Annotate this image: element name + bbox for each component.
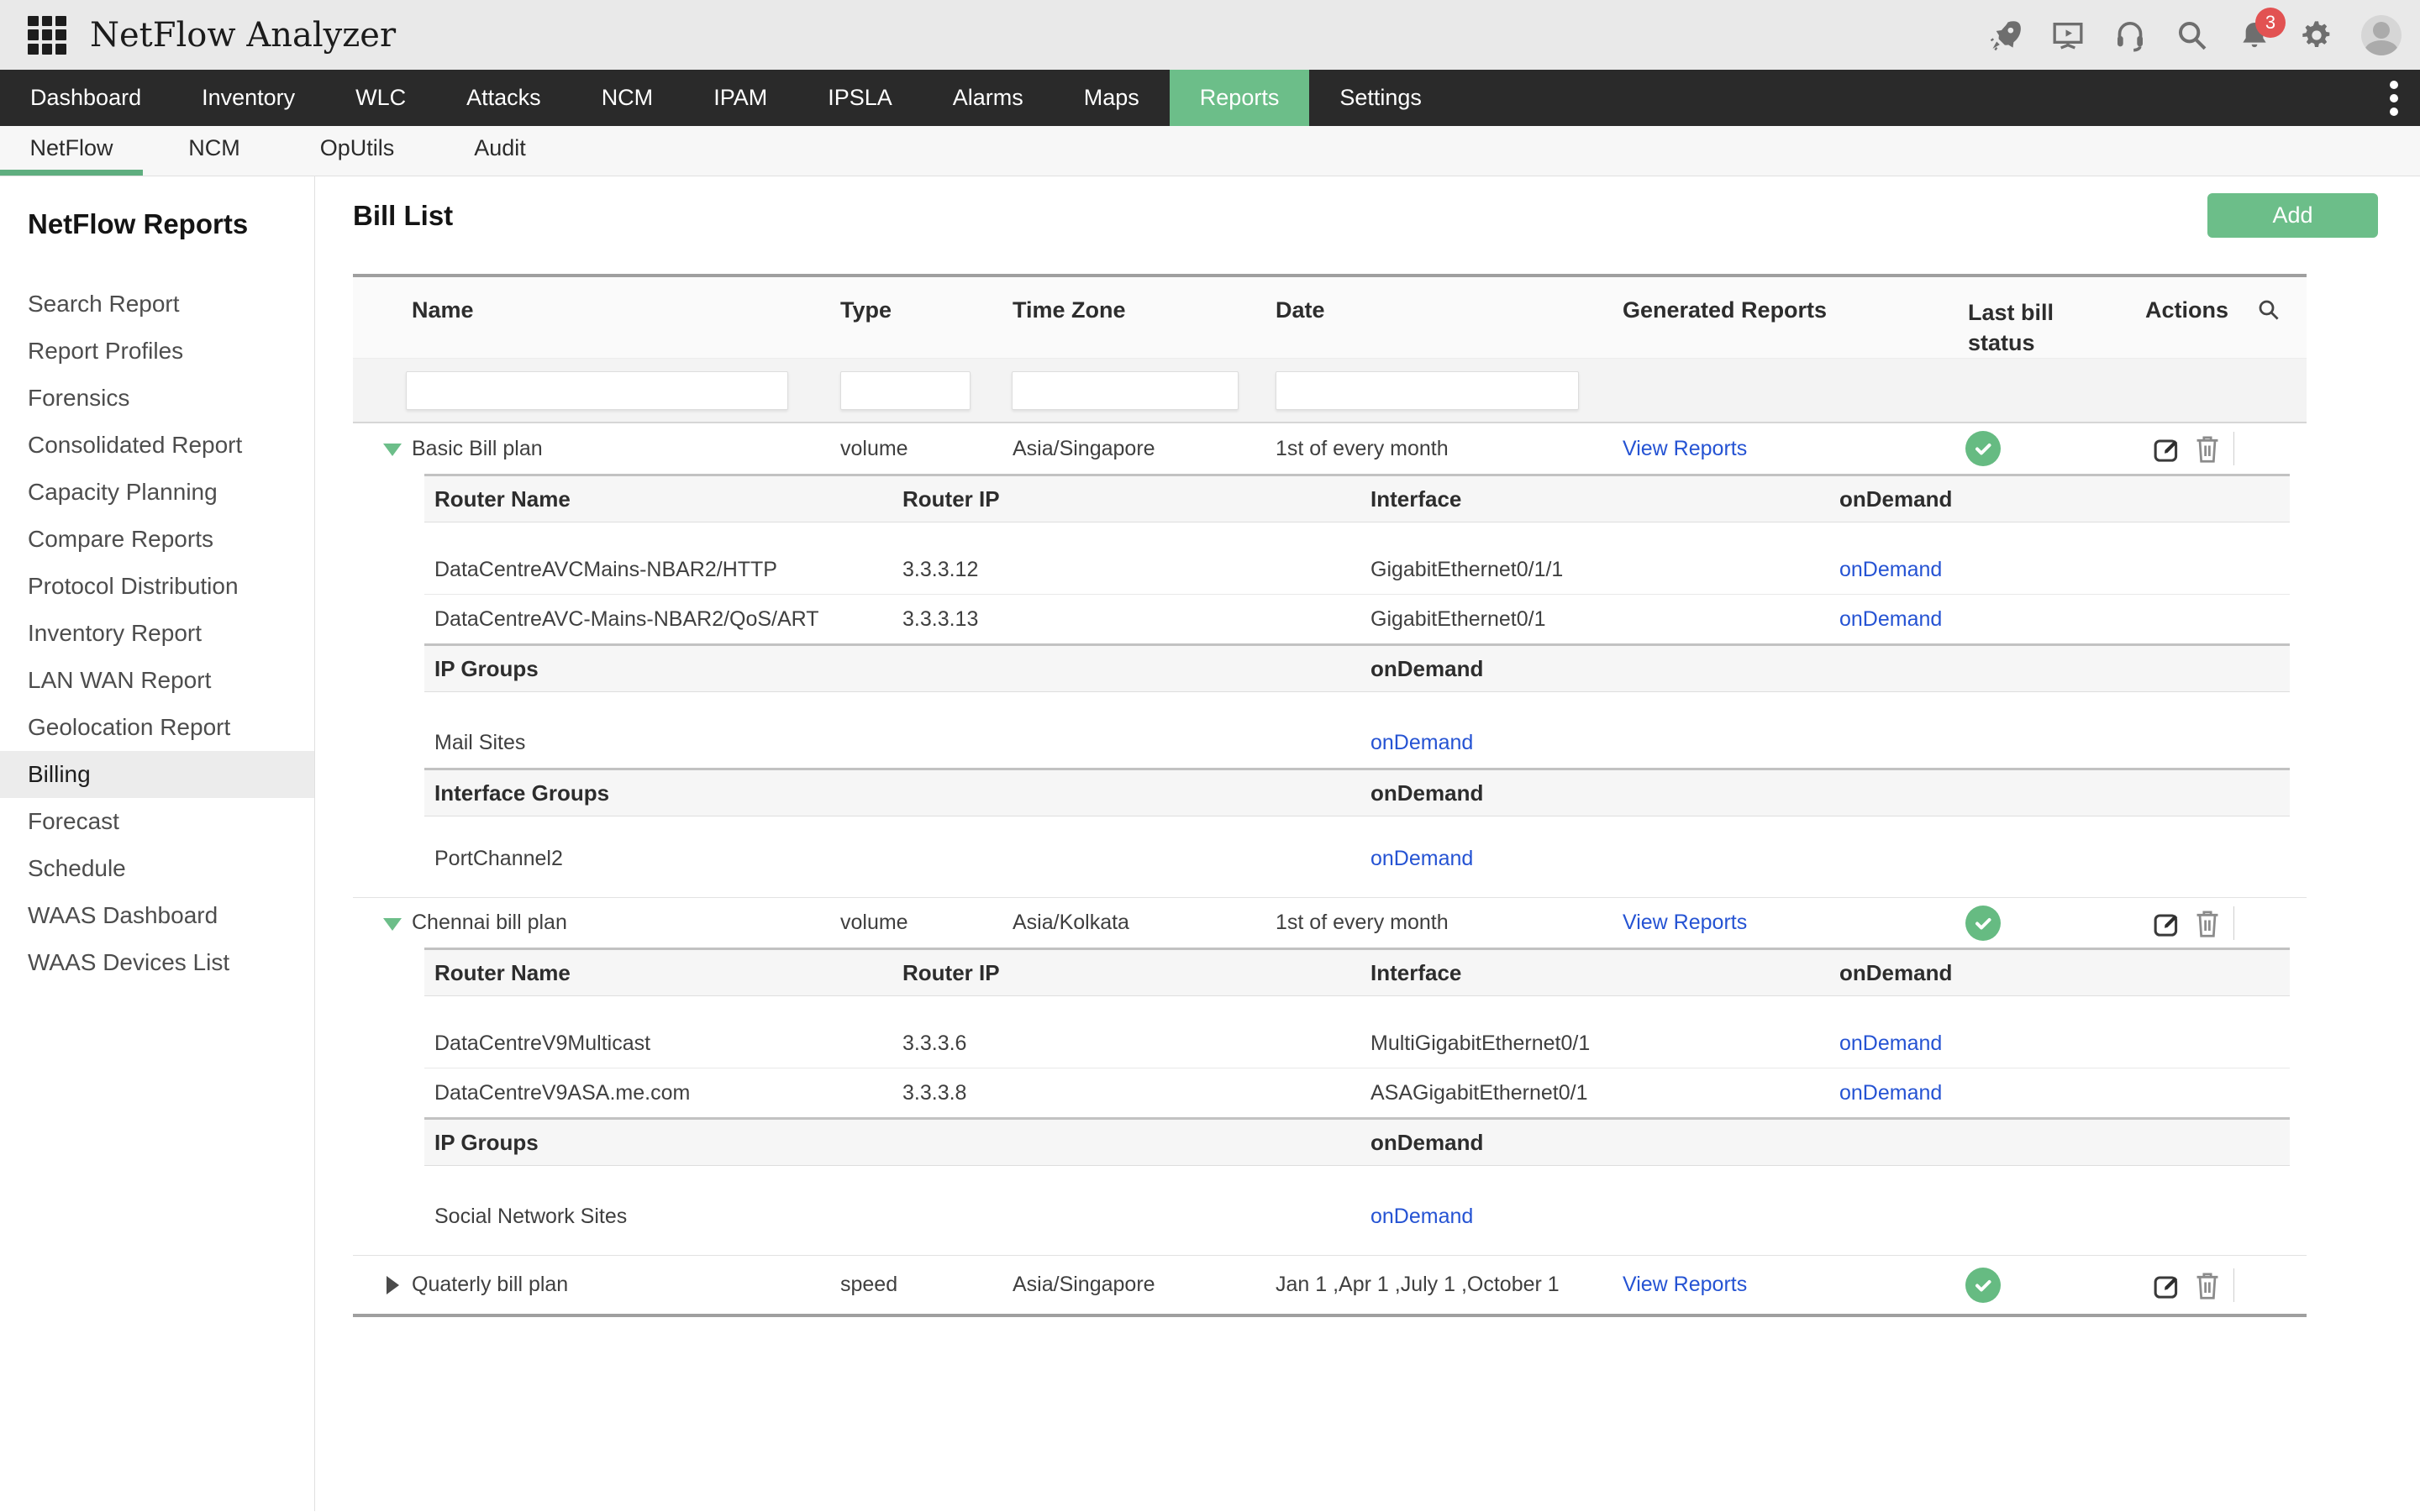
edit-bill-icon[interactable] (2151, 1270, 2181, 1300)
bill-list-table (353, 274, 2307, 1317)
subcol-interface: Interface (1370, 486, 1462, 512)
nav-maps[interactable]: Maps (1083, 85, 1139, 110)
router-row (424, 595, 2290, 643)
sidebar-title: NetFlow Reports (28, 208, 249, 239)
router-ip: 3.3.3.6 (902, 1032, 967, 1055)
app-title: NetFlow Analyzer (90, 15, 397, 55)
ip-groups-header-row (424, 1117, 2290, 1166)
router-ip: 3.3.3.8 (902, 1080, 967, 1105)
bill-row-basic (353, 423, 2307, 474)
subcol-router-name: Router Name (434, 959, 571, 985)
interface-groups-header-row (424, 768, 2290, 816)
table-header-row (353, 277, 2307, 359)
sidebar-item-waas-dashboard[interactable]: WAAS Dashboard (28, 902, 218, 928)
bill-type: volume (840, 436, 908, 460)
nav-ncm[interactable]: NCM (601, 85, 654, 110)
last-bill-success-icon (1965, 431, 2001, 466)
nav-overflow-icon[interactable] (2390, 70, 2420, 126)
settings-gear-icon[interactable] (2299, 18, 2334, 53)
col-generated-reports: Generated Reports (1623, 297, 1828, 323)
interface-group-name: PortChannel2 (434, 846, 563, 870)
router-row (424, 1068, 2290, 1117)
filter-date-input[interactable] (1276, 371, 1579, 410)
view-reports-link[interactable]: View Reports (1623, 1273, 1748, 1296)
ip-group-name: Mail Sites (434, 730, 526, 754)
bill-name: Quaterly bill plan (412, 1273, 569, 1296)
bill-name: Chennai bill plan (412, 911, 567, 934)
nav-ipsla[interactable]: IPSLA (828, 85, 892, 110)
view-reports-link[interactable]: View Reports (1623, 436, 1748, 460)
delete-bill-icon[interactable] (2193, 908, 2222, 938)
sidebar-item-consolidated-report[interactable]: Consolidated Report (28, 432, 243, 458)
sidebar-item-billing[interactable]: Billing (0, 751, 314, 798)
filter-row (353, 359, 2307, 423)
col-date: Date (1276, 297, 1325, 323)
router-name: DataCentreAVCMains-NBAR2/HTTP (434, 558, 777, 581)
router-interface: MultiGigabitEthernet0/1 (1370, 1032, 1591, 1055)
subcol-ondemand: onDemand (1839, 486, 1953, 512)
notification-badge: 3 (2255, 8, 2286, 38)
ondemand-link[interactable]: onDemand (1370, 846, 1474, 870)
sidebar-item-forecast[interactable]: Forecast (28, 808, 119, 834)
bill-date: 1st of every month (1276, 436, 1449, 460)
ip-groups-label: IP Groups (434, 1129, 539, 1155)
edit-bill-icon[interactable] (2151, 908, 2181, 938)
collapse-arrow-icon[interactable] (383, 444, 402, 456)
nav-settings[interactable]: Settings (1339, 85, 1422, 110)
ip-group-row (424, 1191, 2290, 1242)
filter-timezone-input[interactable] (1012, 371, 1239, 410)
interface-groups-label: Interface Groups (434, 780, 610, 806)
bill-timezone: Asia/Singapore (1013, 436, 1155, 460)
ondemand-link[interactable]: onDemand (1370, 1204, 1474, 1228)
collapse-arrow-icon[interactable] (383, 918, 402, 931)
page-title: Bill List (353, 200, 454, 231)
ondemand-link[interactable]: onDemand (1370, 730, 1474, 754)
module-tabs (0, 126, 2420, 176)
sidebar-item-waas-devices-list[interactable]: WAAS Devices List (28, 949, 230, 975)
sidebar-item-protocol-distribution[interactable]: Protocol Distribution (28, 573, 239, 599)
tab-oputils[interactable]: OpUtils (319, 134, 395, 160)
sidebar-item-forensics[interactable]: Forensics (28, 385, 130, 411)
user-avatar[interactable] (2361, 15, 2402, 55)
sidebar-item-report-profiles[interactable]: Report Profiles (28, 338, 184, 364)
sidebar-item-search-report[interactable]: Search Report (28, 291, 180, 317)
tab-ncm[interactable]: NCM (188, 134, 240, 160)
tab-audit[interactable]: Audit (474, 134, 526, 160)
bill-date: 1st of every month (1276, 911, 1449, 934)
tab-netflow[interactable]: NetFlow (0, 126, 143, 176)
ondemand-header: onDemand (1370, 655, 1484, 681)
router-ip: 3.3.3.13 (902, 606, 979, 631)
router-header-row (424, 474, 2290, 522)
nav-ipam[interactable]: IPAM (713, 85, 768, 110)
ip-groups-label: IP Groups (434, 655, 539, 681)
main-content (315, 176, 2420, 1511)
expand-arrow-icon[interactable] (387, 1276, 399, 1294)
notifications-bell-icon[interactable] (2237, 11, 2276, 53)
interface-group-row (424, 833, 2290, 884)
router-header-row (424, 948, 2290, 996)
router-name: DataCentreV9Multicast (434, 1032, 651, 1055)
topbar-icon-group (1988, 0, 2402, 70)
bill-date: Jan 1 ,Apr 1 ,July 1 ,October 1 (1276, 1273, 1560, 1296)
router-name: DataCentreV9ASA.me.com (434, 1080, 691, 1105)
bill-type: speed (840, 1273, 898, 1296)
col-timezone: Time Zone (1013, 297, 1126, 323)
search-icon[interactable] (2175, 18, 2210, 53)
subcol-ondemand: onDemand (1839, 959, 1953, 985)
sidebar-item-inventory-report[interactable]: Inventory Report (28, 620, 202, 646)
last-bill-success-icon (1965, 906, 2001, 941)
bill-basic-details (424, 474, 2290, 897)
router-interface: ASAGigabitEthernet0/1 (1370, 1080, 1588, 1105)
ip-group-name: Social Network Sites (434, 1204, 628, 1228)
col-actions: Actions (2145, 297, 2229, 323)
router-interface: GigabitEthernet0/1/1 (1370, 558, 1564, 581)
bill-chennai-details (424, 948, 2290, 1255)
sidebar (0, 176, 315, 1511)
filter-type-input[interactable] (840, 371, 971, 410)
col-type: Type (840, 297, 892, 323)
sidebar-item-geolocation-report[interactable]: Geolocation Report (28, 714, 231, 740)
sidebar-item-lan-wan-report[interactable]: LAN WAN Report (28, 667, 212, 693)
ondemand-header: onDemand (1370, 1129, 1484, 1155)
router-row (424, 546, 2290, 595)
ondemand-header: onDemand (1370, 780, 1484, 806)
bill-row-quaterly (353, 1255, 2307, 1314)
ondemand-link[interactable]: onDemand (1839, 1080, 1943, 1105)
subcol-router-ip: Router IP (902, 486, 1000, 512)
ondemand-link[interactable]: onDemand (1839, 558, 1943, 581)
demo-video-icon[interactable] (2050, 18, 2086, 53)
view-reports-link[interactable]: View Reports (1623, 911, 1748, 934)
top-bar (0, 0, 2420, 70)
support-headset-icon[interactable] (2112, 18, 2148, 53)
bill-name: Basic Bill plan (412, 436, 543, 460)
bill-row-chennai (353, 897, 2307, 948)
subcol-router-name: Router Name (434, 486, 571, 512)
nav-wlc[interactable]: WLC (355, 85, 407, 110)
last-bill-success-icon (1965, 1268, 2001, 1303)
sidebar-item-schedule[interactable]: Schedule (28, 855, 126, 881)
nav-reports[interactable]: Reports (1170, 70, 1310, 126)
ondemand-link[interactable]: onDemand (1839, 1032, 1943, 1055)
bill-type: volume (840, 911, 908, 934)
delete-bill-icon[interactable] (2193, 433, 2222, 464)
main-nav (0, 70, 2420, 126)
app-grid-icon[interactable] (28, 16, 66, 55)
nav-dashboard[interactable]: Dashboard (30, 85, 142, 110)
ondemand-link[interactable]: onDemand (1839, 606, 1943, 631)
router-interface: GigabitEthernet0/1 (1370, 606, 1546, 631)
subcol-router-ip: Router IP (902, 959, 1000, 985)
router-row (424, 1020, 2290, 1068)
ip-groups-header-row (424, 643, 2290, 692)
delete-bill-icon[interactable] (2193, 1270, 2222, 1300)
router-name: DataCentreAVC-Mains-NBAR2/QoS/ART (434, 606, 819, 631)
ip-group-row (424, 717, 2290, 768)
router-ip: 3.3.3.12 (902, 558, 979, 581)
add-bill-button[interactable]: Add (2207, 193, 2378, 238)
filter-name-input[interactable] (406, 371, 788, 410)
col-last-bill-status: Last bill status (1968, 300, 2054, 356)
sidebar-item-capacity-planning[interactable]: Capacity Planning (28, 479, 218, 505)
nav-attacks[interactable]: Attacks (466, 85, 541, 110)
table-search-icon[interactable] (2256, 277, 2281, 358)
nav-alarms[interactable]: Alarms (952, 85, 1023, 110)
bill-timezone: Asia/Singapore (1013, 1273, 1155, 1296)
sidebar-item-compare-reports[interactable]: Compare Reports (28, 526, 213, 552)
edit-bill-icon[interactable] (2151, 433, 2181, 464)
nav-inventory[interactable]: Inventory (202, 85, 296, 110)
subcol-interface: Interface (1370, 959, 1462, 985)
bill-timezone: Asia/Kolkata (1013, 911, 1129, 934)
col-name: Name (412, 297, 474, 323)
rocket-icon[interactable] (1988, 18, 2023, 53)
